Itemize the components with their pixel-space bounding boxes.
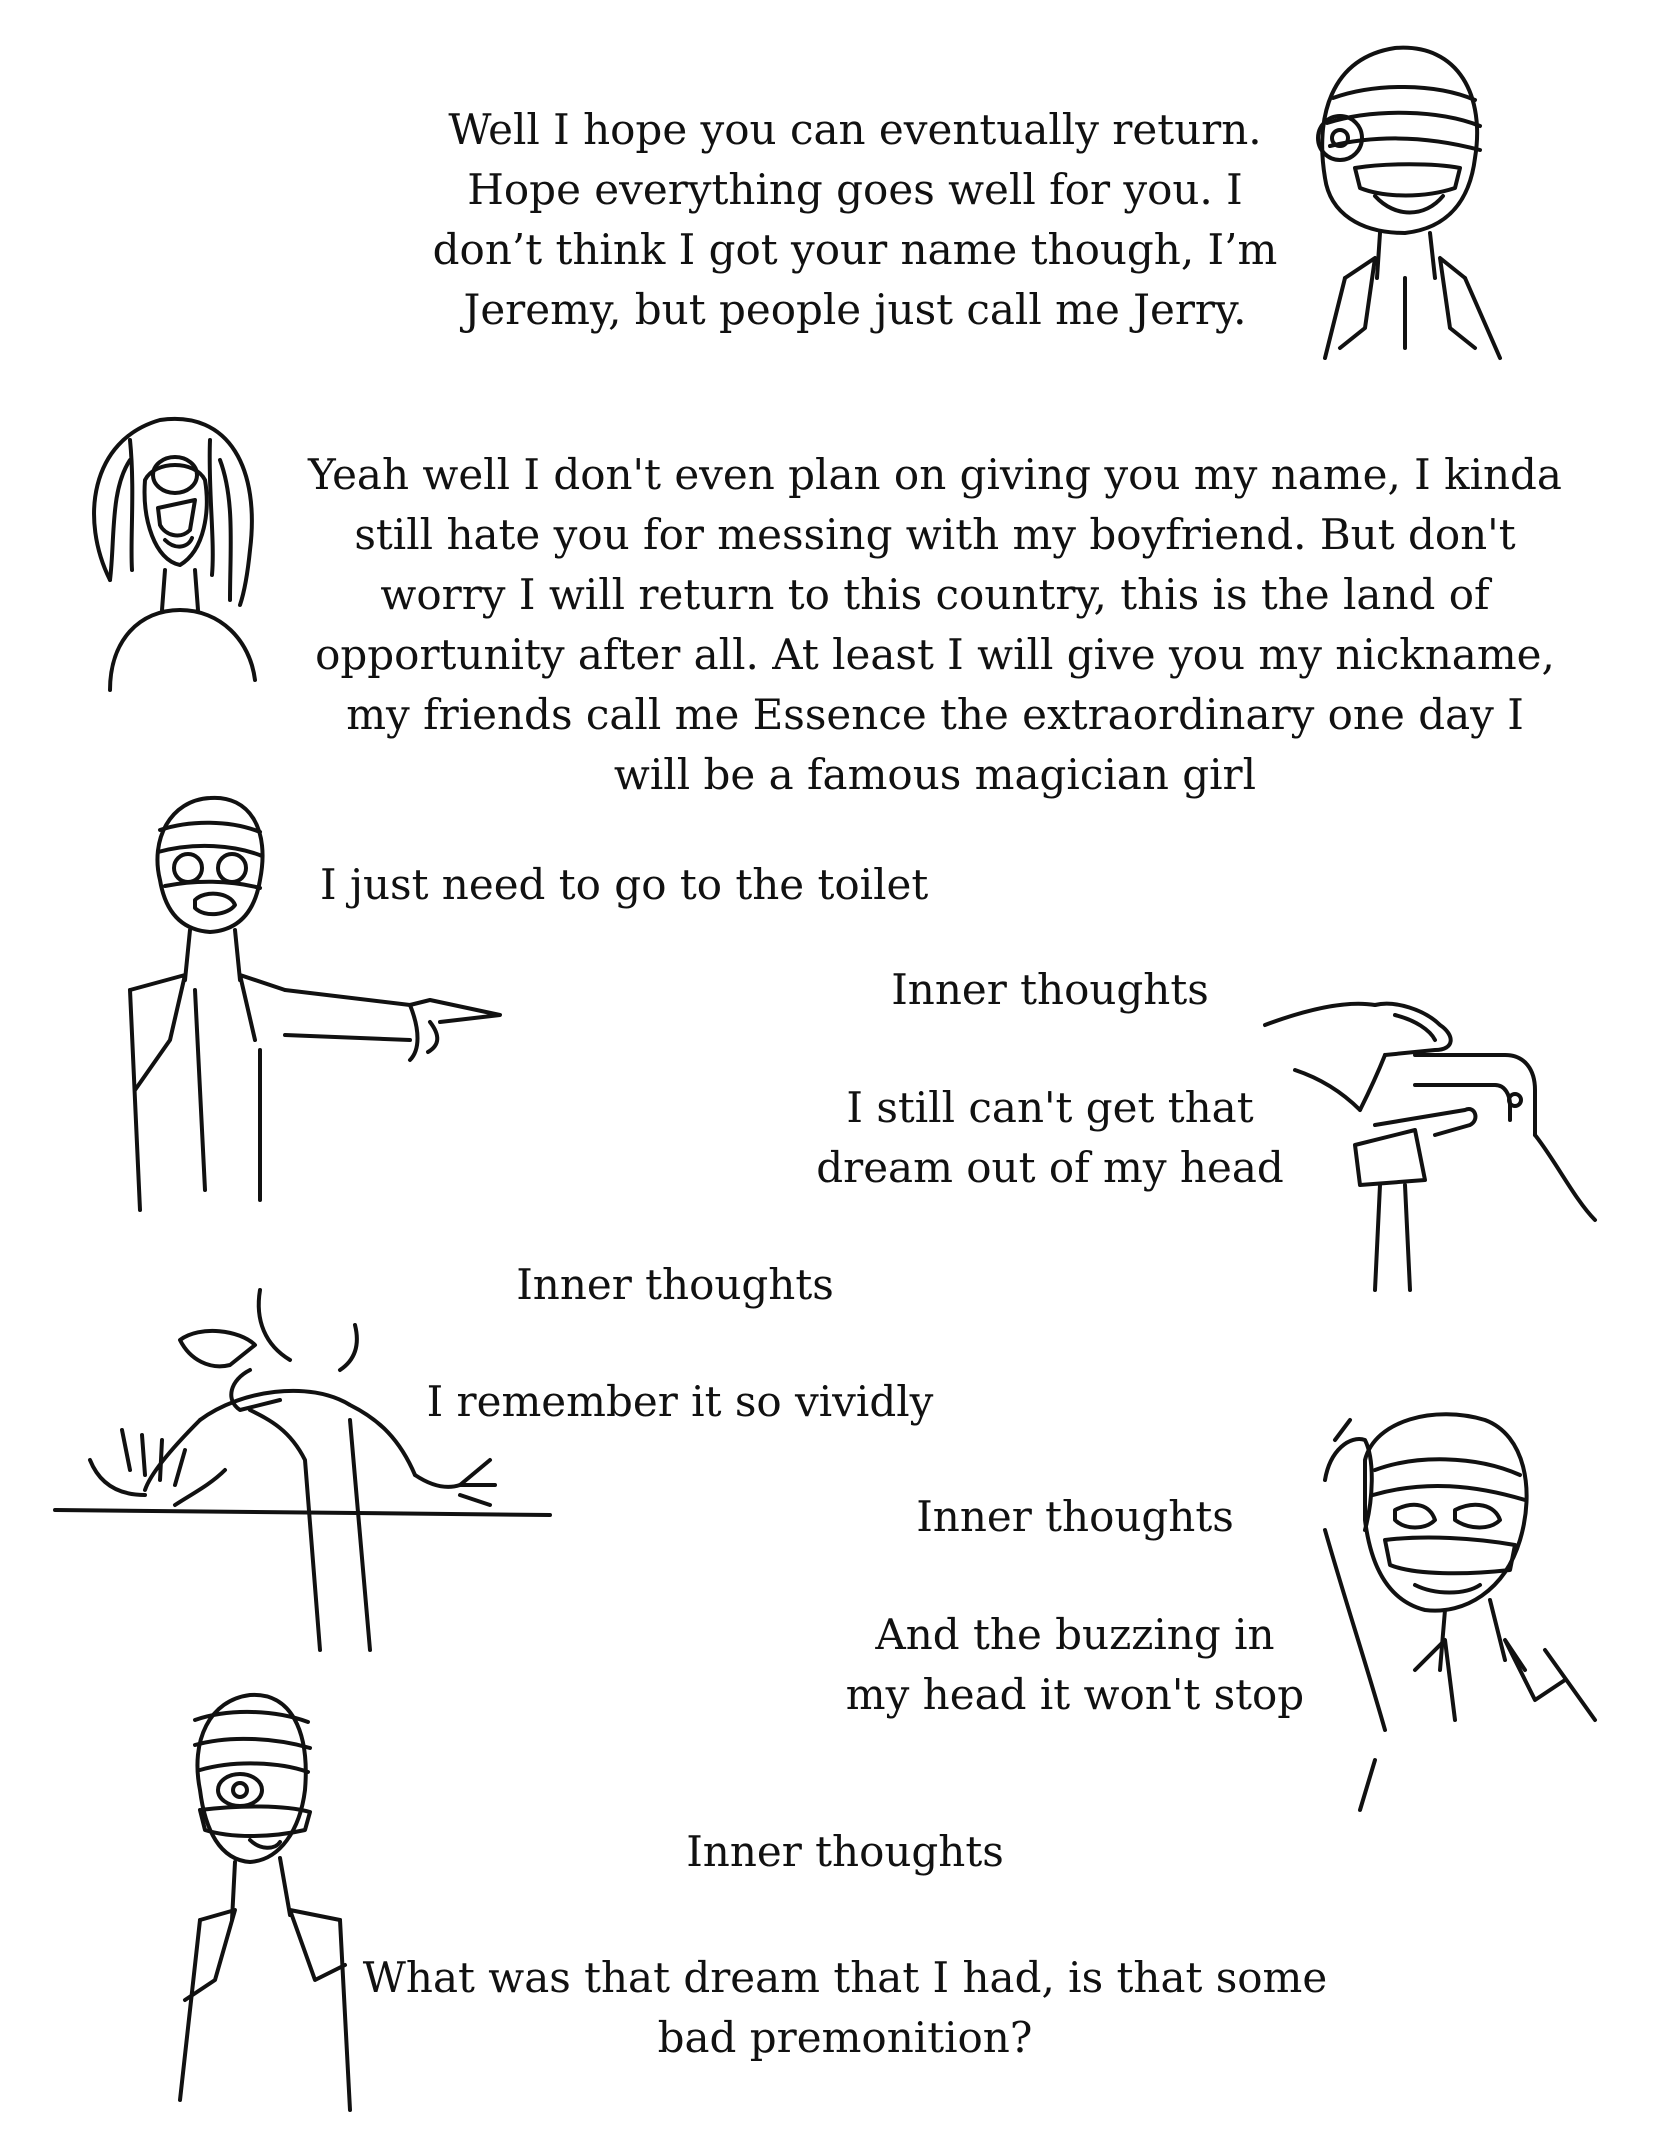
inner-thoughts-text-2: I remember it so vividly <box>426 1377 934 1426</box>
inner-thoughts-heading-1: Inner thoughts <box>891 965 1209 1014</box>
jerry-worried <box>140 1680 380 2120</box>
inner-thoughts-heading-4: Inner thoughts <box>686 1827 1004 1876</box>
jerry-portrait-1 <box>1285 28 1525 388</box>
jerry-holding-head <box>1305 1400 1655 1820</box>
essence-dialogue: Yeah well I don't even plan on giving you my name, I kinda still hate you for messing with my boyfriend. But don't worry I will return to this country, this is the land of opportunity after all. At least I will give you my nickname, my friends call me Essence the extraordinary one day I will be a famous magician girl <box>308 450 1562 799</box>
inner-thoughts-heading-3: Inner thoughts <box>916 1492 1234 1541</box>
hand-on-faucet <box>1265 970 1645 1310</box>
inner-thoughts-text-1: I still can't get that dream out of my head <box>816 1083 1284 1192</box>
jerry-dialogue-2: I just need to go to the toilet <box>320 860 929 909</box>
inner-thoughts-text-4: What was that dream that I had, is that some bad premonition? <box>362 1953 1328 2062</box>
jerry-back-view <box>50 1270 570 1650</box>
jerry-pointing <box>110 790 550 1210</box>
jerry-dialogue-1: Well I hope you can eventually return. Hope everything goes well for you. I don’t think I got your name though, I’m Jeremy, but people just call me Jerry. <box>432 105 1278 334</box>
essence-portrait <box>70 400 270 700</box>
inner-thoughts-heading-2: Inner thoughts <box>516 1260 834 1309</box>
inner-thoughts-text-3: And the buzzing in my head it won't stop <box>845 1610 1305 1719</box>
